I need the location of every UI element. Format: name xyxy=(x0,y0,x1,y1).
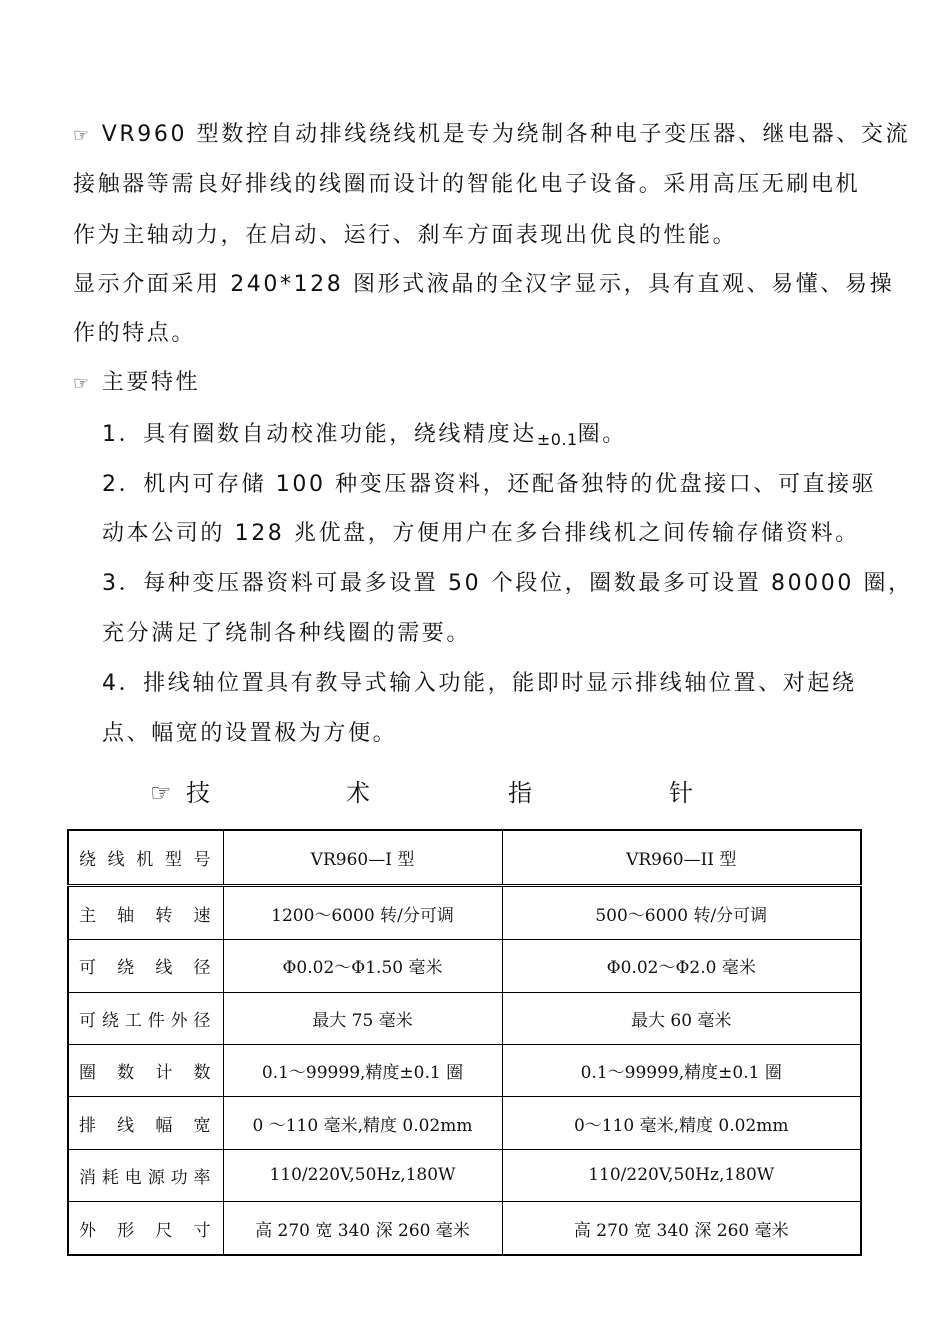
spec-value-model-1: 高 270 宽 340 深 260 毫米 xyxy=(223,1202,502,1255)
spec-value-model-1: Φ0.02～Φ1.50 毫米 xyxy=(223,940,502,992)
spec-table xyxy=(67,829,862,1256)
spec-label: 排 线 幅 宽 xyxy=(68,1097,223,1149)
feature-4-line-1: 4．排线轴位置具有教导式输入功能，能即时显示排线轴位置、对起绕 xyxy=(102,671,857,696)
display-line-1: 显示介面采用 240*128 图形式液晶的全汉字显示，具有直观、易懂、易操 xyxy=(73,272,895,297)
table-row xyxy=(68,1097,861,1149)
table-row xyxy=(68,1202,861,1255)
table-row xyxy=(68,940,861,992)
spec-value-model-2: 0.1～99999,精度±0.1 圈 xyxy=(502,1044,861,1096)
spec-value-model-2: 高 270 宽 340 深 260 毫米 xyxy=(502,1202,861,1255)
pointing-hand-icon: ☞ xyxy=(73,373,92,394)
spec-label: 主 轴 转 速 xyxy=(68,885,223,939)
feature-3-line-1: 3．每种变压器资料可最多设置 50 个段位，圈数最多可设置 80000 圈， xyxy=(102,571,913,596)
display-line-2: 作的特点。 xyxy=(73,321,197,346)
table-row xyxy=(68,885,861,939)
spec-heading-char: 术 xyxy=(346,779,370,807)
table-row xyxy=(68,1149,861,1201)
table-row xyxy=(68,992,861,1044)
spec-value-model-2: Φ0.02～Φ2.0 毫米 xyxy=(502,940,861,992)
spec-heading-char: 指 xyxy=(508,779,532,807)
spec-value-model-1: VR960—I 型 xyxy=(223,830,502,885)
intro-line-3: 作为主轴动力，在启动、运行、刹车方面表现出优良的性能。 xyxy=(73,223,738,248)
spec-heading-char: 针 xyxy=(669,779,693,807)
intro-line-2: 接触器等需良好排线的线圈而设计的智能化电子设备。采用高压无刷电机 xyxy=(73,172,861,197)
spec-label: 圈 数 计 数 xyxy=(68,1044,223,1096)
spec-value-model-2: 0～110 毫米,精度 0.02mm xyxy=(502,1097,861,1149)
spec-value-model-1: 0.1～99999,精度±0.1 圈 xyxy=(223,1044,502,1096)
spec-value-model-2: VR960—II 型 xyxy=(502,830,861,885)
spec-value-model-2: 110/220V,50Hz,180W xyxy=(502,1149,861,1201)
feature-2-line-1: 2．机内可存储 100 种变压器资料，还配备独特的优盘接口、可直接驱 xyxy=(102,472,877,497)
spec-value-model-1: 110/220V,50Hz,180W xyxy=(223,1149,502,1201)
spec-label: 可 绕 线 径 xyxy=(68,940,223,992)
table-row xyxy=(68,1044,861,1096)
spec-label: 绕线机型号 xyxy=(68,830,223,885)
feature-4-line-2: 点、幅宽的设置极为方便。 xyxy=(102,721,398,746)
spec-value-model-2: 最大 60 毫米 xyxy=(502,992,861,1044)
spec-value-model-2: 500～6000 转/分可调 xyxy=(502,885,861,939)
spec-label: 消耗电源功率 xyxy=(68,1149,223,1201)
feature-2-line-2: 动本公司的 128 兆优盘，方便用户在多台排线机之间传输存储资料。 xyxy=(102,521,860,546)
feature-1: 1．具有圈数自动校准功能，绕线精度达±0.1圈。 xyxy=(102,422,627,449)
features-title: ☞ 主要特性 xyxy=(73,370,201,395)
spec-value-model-1: 0 ～110 毫米,精度 0.02mm xyxy=(223,1097,502,1149)
feature-3-line-2: 充分满足了绕制各种线圈的需要。 xyxy=(102,621,472,646)
spec-label: 可绕工件外径 xyxy=(68,992,223,1044)
intro-line-1: ☞ VR960 型数控自动排线绕线机是专为绕制各种电子变压器、继电器、交流 xyxy=(73,122,911,147)
spec-value-model-1: 1200～6000 转/分可调 xyxy=(223,885,502,939)
pointing-hand-icon: ☞ xyxy=(150,779,172,807)
spec-value-model-1: 最大 75 毫米 xyxy=(223,992,502,1044)
spec-label: 外 形 尺 寸 xyxy=(68,1202,223,1255)
pointing-hand-icon: ☞ xyxy=(73,125,92,146)
spec-heading-char: 技 xyxy=(186,779,210,807)
table-row xyxy=(68,830,861,885)
